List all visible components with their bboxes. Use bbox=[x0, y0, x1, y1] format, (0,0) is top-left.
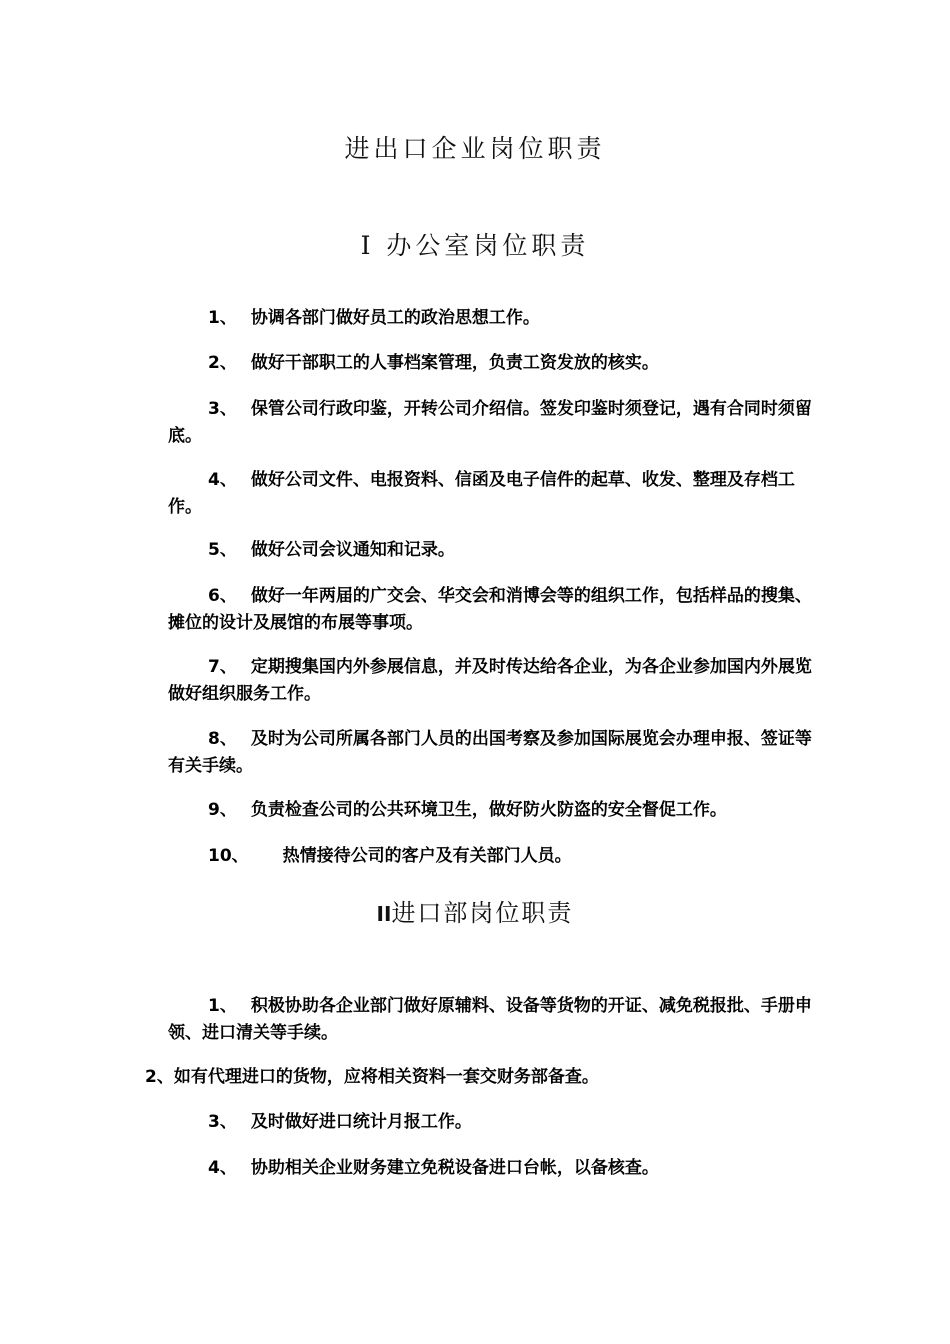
item-text: 及时为公司所属各部门人员的出国考察及参加国际展览会办理申报、签证等有关手续。 bbox=[168, 729, 812, 776]
item-number: 1、 bbox=[208, 996, 237, 1016]
item-number: 6、 bbox=[208, 586, 237, 606]
item-text: 定期搜集国内外参展信息，并及时传达给各企业，为各企业参加国内外展览做好组织服务工作。 bbox=[168, 657, 812, 704]
list-item bbox=[168, 537, 818, 564]
section-heading-office bbox=[0, 226, 950, 262]
item-number: 4、 bbox=[208, 470, 237, 490]
item-number: 8、 bbox=[208, 729, 237, 749]
item-text: 协调各部门做好员工的政治思想工作。 bbox=[250, 308, 540, 328]
list-item bbox=[168, 350, 818, 377]
item-number: 4、 bbox=[208, 1158, 237, 1178]
list-item bbox=[168, 1109, 818, 1136]
item-text: 做好公司会议通知和记录。 bbox=[250, 540, 455, 560]
item-number: 2、 bbox=[145, 1067, 174, 1087]
list-item bbox=[168, 396, 818, 450]
item-text: 协助相关企业财务建立免税设备进口台帐，以备核查。 bbox=[250, 1158, 659, 1178]
item-number: 2、 bbox=[208, 353, 237, 373]
item-number: 7、 bbox=[208, 657, 237, 677]
section-heading-import bbox=[0, 893, 950, 928]
section-heading-text: 办公室岗位职责 bbox=[386, 231, 590, 260]
list-item bbox=[168, 797, 818, 824]
section-numeral: I bbox=[360, 231, 375, 260]
list-item bbox=[168, 726, 818, 780]
item-text: 负责检查公司的公共环境卫生，做好防火防盗的安全督促工作。 bbox=[250, 800, 727, 820]
item-text: 保管公司行政印鉴，开转公司介绍信。签发印鉴时须登记，遇有合同时须留底。 bbox=[168, 399, 812, 446]
item-number: 3、 bbox=[208, 399, 237, 419]
list-item bbox=[145, 1064, 795, 1091]
list-item bbox=[168, 305, 818, 332]
item-number: 1、 bbox=[208, 308, 237, 328]
item-text: 热情接待公司的客户及有关部门人员。 bbox=[282, 846, 572, 866]
list-item bbox=[168, 1155, 818, 1182]
list-item bbox=[168, 583, 818, 637]
list-item bbox=[168, 654, 818, 708]
item-text: 做好公司文件、电报资料、信函及电子信件的起草、收发、整理及存档工作。 bbox=[168, 470, 795, 517]
item-text: 及时做好进口统计月报工作。 bbox=[250, 1112, 472, 1132]
section-numeral: II bbox=[376, 902, 392, 926]
item-number: 3、 bbox=[208, 1112, 237, 1132]
item-text: 做好干部职工的人事档案管理，负责工资发放的核实。 bbox=[250, 353, 659, 373]
item-text: 做好一年两届的广交会、华交会和消博会等的组织工作，包括样品的搜集、摊位的设计及展馆的布展等事项。 bbox=[168, 586, 812, 633]
item-text: 积极协助各企业部门做好原辅料、设备等货物的开证、减免税报批、手册申领、进口清关等手续。 bbox=[168, 996, 812, 1043]
item-number: 9、 bbox=[208, 800, 237, 820]
document-title: 进出口企业岗位职责 bbox=[344, 134, 606, 163]
list-item bbox=[168, 993, 818, 1047]
item-text: 如有代理进口的货物，应将相关资料一套交财务部备查。 bbox=[173, 1067, 599, 1087]
item-number: 5、 bbox=[208, 540, 237, 560]
list-item bbox=[168, 843, 818, 870]
item-number: 10、 bbox=[208, 846, 249, 866]
section-heading-text: 进口部岗位职责 bbox=[391, 899, 574, 927]
list-item bbox=[168, 467, 818, 521]
